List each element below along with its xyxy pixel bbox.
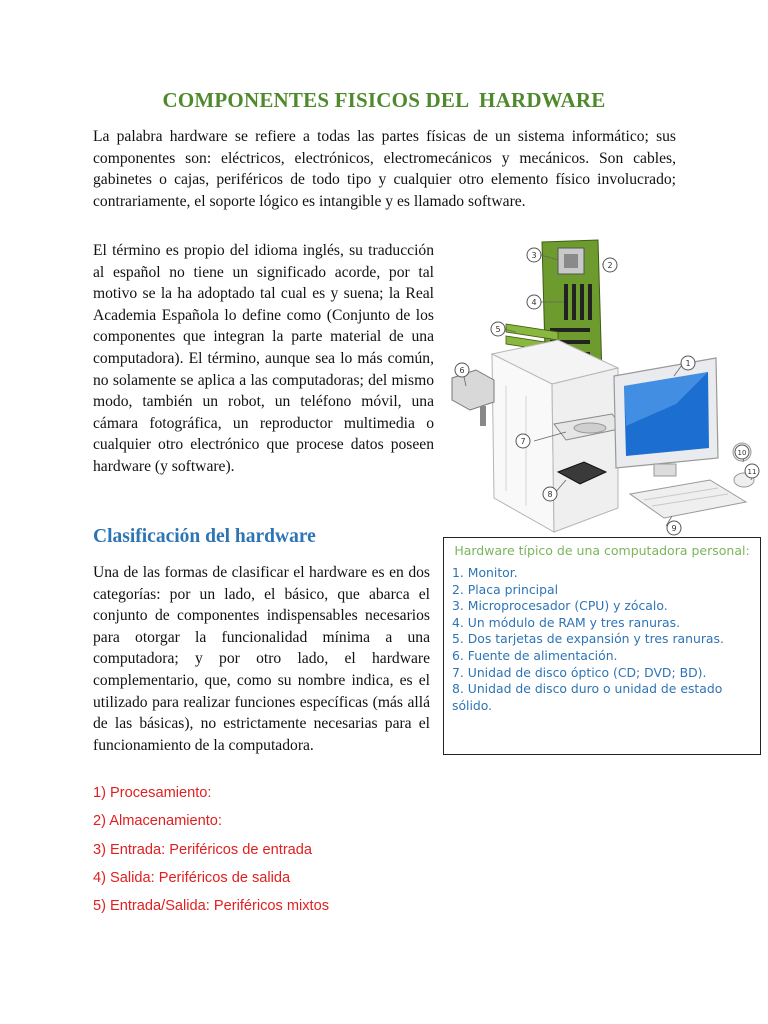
- callout-7: 7: [520, 437, 526, 446]
- caption-item: 2. Placa principal: [452, 581, 559, 597]
- caption-item: 8. Unidad de disco duro o unidad de estado sólido.: [452, 681, 723, 713]
- callout-8: 8: [547, 490, 553, 499]
- callout-11: 11: [747, 468, 757, 476]
- category-item: 4) Salida: Periféricos de salida: [93, 869, 291, 886]
- category-list: [93, 783, 329, 924]
- caption-item: 1. Monitor.: [452, 565, 518, 580]
- caption-item: 4. Un módulo de RAM y tres ranuras.: [452, 614, 681, 630]
- pc-hardware-drawing: [446, 236, 766, 536]
- page-title: COMPONENTES FISICOS DEL HARDWARE: [162, 88, 606, 112]
- intro-paragraph: La palabra hardware se refiere a todas las partes físicas de un sistema informático; sus componentes son: eléctricos, electrónicos, electromecánicos y mecánicos. Son cables, gabinetes o cajas, periféricos de todo tipo y cualquier otro elemento físico involucrado; contrariamente, el soporte lógico es intangible y es llamado software.: [93, 128, 676, 210]
- ram-slot-shape: [564, 284, 568, 320]
- caption-item: 3. Microprocesador (CPU) y zócalo.: [452, 598, 668, 614]
- caption-item: 5. Dos tarjetas de expansión y tres ranuras.: [452, 631, 724, 647]
- definition-paragraph: El término es propio del idioma inglés, su traducción al español no tiene un significado acorde, por tal motivo se la ha adoptado tal cual es y suena; la Real Academia Española lo define como (Conjunto de los componentes que integran la parte material de una computadora). El término, aunque sea lo más común, no solamente se aplica a las computadoras; del mismo modo, también un robot, un teléfono móvil, una cámara fotográfica, un reproductor multimedia o cualquier otro electrónico que procese datos poseen hardware (y software).: [93, 242, 434, 475]
- caption-list: [452, 565, 752, 714]
- callout-9: 9: [671, 524, 677, 533]
- category-item: 5) Entrada/Salida: Periféricos mixtos: [93, 898, 330, 915]
- category-item: 1) Procesamiento:: [93, 785, 212, 801]
- callout-1: 1: [685, 359, 691, 368]
- callout-6: 6: [459, 366, 465, 375]
- caption-title: Hardware típico de una computadora personal:: [454, 543, 750, 558]
- callout-3: 3: [531, 251, 537, 260]
- category-item: 3) Entrada: Periféricos de entrada: [93, 841, 313, 858]
- caption-item: 7. Unidad de disco óptico (CD; DVD; BD).: [452, 664, 707, 680]
- classification-paragraph: Una de las formas de clasificar el hardware es en dos categorías: por un lado, el básico, que abarca el conjunto de componentes indispensables necesarios para otorgar la funcionalidad mínima a una computadora; y por otro lado, el hardware complementario, que, como su nombre indica, es el utilizado para realizar funciones específicas (más allá de las básicas), no estrictamente necesarias para el funcionamiento de la computadora.: [93, 564, 430, 754]
- pc-hardware-illustration: [446, 236, 766, 536]
- caption-item: 6. Fuente de alimentación.: [452, 647, 618, 663]
- callout-5: 5: [495, 325, 501, 334]
- callout-10: 10: [737, 449, 747, 457]
- callout-4: 4: [531, 298, 537, 307]
- category-item: 2) Almacenamiento:: [93, 813, 222, 830]
- section-heading: Clasificación del hardware: [93, 526, 316, 547]
- callout-2: 2: [607, 261, 613, 270]
- figure-caption: [443, 537, 761, 755]
